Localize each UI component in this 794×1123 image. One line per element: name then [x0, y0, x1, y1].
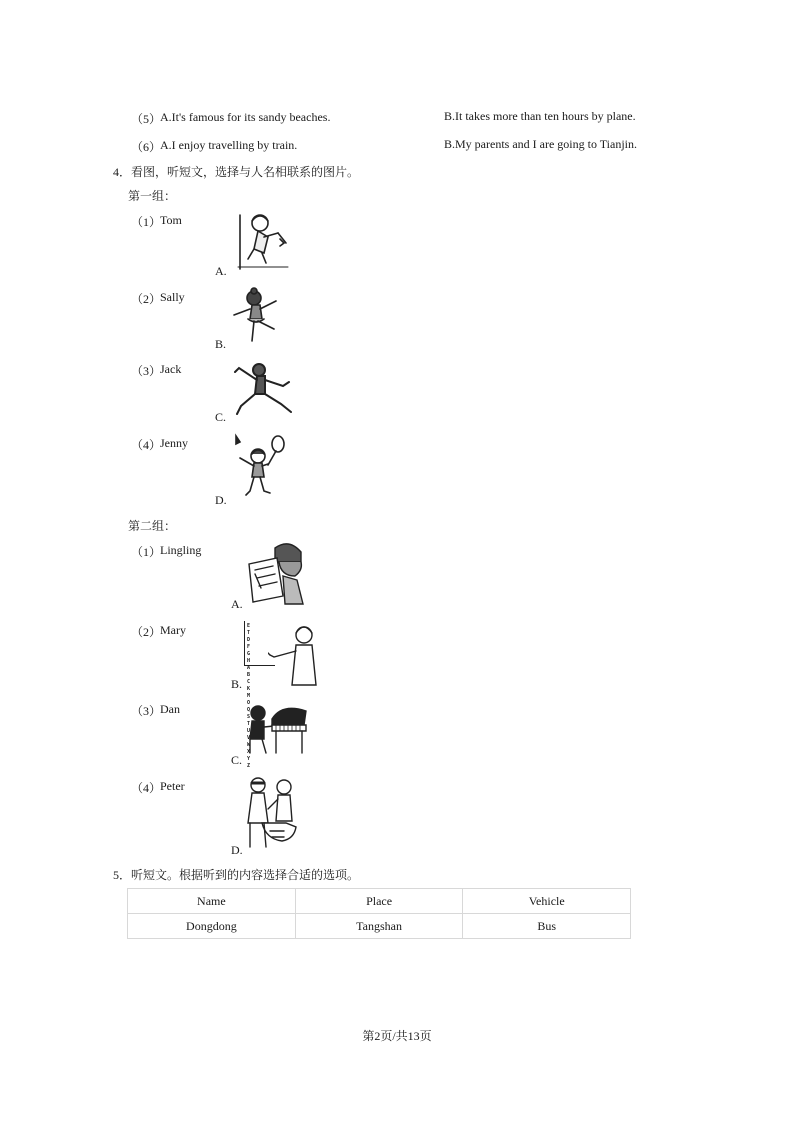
g1-item3-name: Jack — [160, 362, 182, 376]
q5-table — [127, 888, 631, 939]
table-header-name: Name — [128, 889, 296, 914]
g1-item1-option: A. — [215, 264, 227, 278]
g2-item1-num: （1） — [131, 545, 162, 559]
table-header-row — [128, 889, 631, 914]
eye-chart-row-2: F G H — [247, 644, 251, 664]
table-row — [128, 914, 631, 939]
table-cell-place: Tangshan — [295, 914, 463, 939]
q4-group2-label: 第二组： — [128, 519, 177, 533]
g2-item4-option: D. — [231, 843, 243, 857]
g1-item4-option: D. — [215, 493, 227, 507]
q4-group1-label: 第一组： — [128, 189, 177, 203]
man-reading-map-icon — [245, 540, 307, 606]
g1-item2-num: （2） — [131, 292, 162, 306]
g1-item2-name: Sally — [160, 290, 185, 304]
g1-item2-option: B. — [215, 337, 227, 351]
q5-title: 5．听短文。根据听到的内容选择合适的选项。 — [113, 868, 360, 882]
g2-item4-name: Peter — [160, 779, 185, 793]
g2-item2-name: Mary — [160, 623, 186, 637]
table-cell-vehicle: Bus — [463, 914, 631, 939]
eye-chart-row-4: K M O Q — [247, 686, 251, 713]
eye-chart-row-3: A B C — [247, 665, 251, 685]
q3-row-5-num: （5） — [131, 112, 162, 126]
page-footer: 第2页/共13页 — [362, 1029, 432, 1043]
g2-item4-num: （4） — [131, 781, 162, 795]
g1-item1-num: （1） — [131, 215, 162, 229]
q3-row-6-num: （6） — [131, 140, 162, 154]
g2-item3-option: C. — [231, 753, 243, 767]
g2-item3-name: Dan — [160, 702, 180, 716]
g2-item2-option: B. — [231, 677, 243, 691]
q3-row-6-option-b: B.My parents and I are going to Tianjin. — [444, 137, 637, 151]
eye-chart-row-1: E T D — [247, 623, 251, 643]
g2-item1-name: Lingling — [160, 543, 202, 557]
girl-playing-piano-icon — [244, 701, 310, 759]
fishing-boy-icon — [232, 209, 292, 275]
kungfu-man-icon — [229, 360, 297, 418]
g1-item3-num: （3） — [131, 364, 162, 378]
g1-item4-num: （4） — [131, 438, 162, 452]
q3-row-6-option-a: A.I enjoy travelling by train. — [160, 138, 298, 152]
q4-title: 4．看图，听短文，选择与人名相联系的图片。 — [113, 165, 360, 179]
g2-item2-num: （2） — [131, 625, 162, 639]
badminton-girl-icon — [230, 430, 288, 502]
table-header-vehicle: Vehicle — [463, 889, 631, 914]
dancing-girl-icon — [230, 287, 286, 345]
eye-chart-row-6: W X Y Z — [247, 742, 251, 769]
g1-item1-name: Tom — [160, 213, 182, 227]
table-header-place: Place — [295, 889, 463, 914]
g2-item1-option: A. — [231, 597, 243, 611]
eye-chart-row-5: S T U V — [247, 714, 251, 741]
q3-row-5-option-b: B.It takes more than ten hours by plane. — [444, 109, 636, 123]
g2-item3-num: （3） — [131, 704, 162, 718]
q3-row-5-option-a: A.It's famous for its sandy beaches. — [160, 110, 331, 124]
table-cell-name: Dongdong — [128, 914, 296, 939]
g1-item4-name: Jenny — [160, 436, 188, 450]
g1-item3-option: C. — [215, 410, 227, 424]
doctor-and-patient-icon — [244, 775, 302, 853]
